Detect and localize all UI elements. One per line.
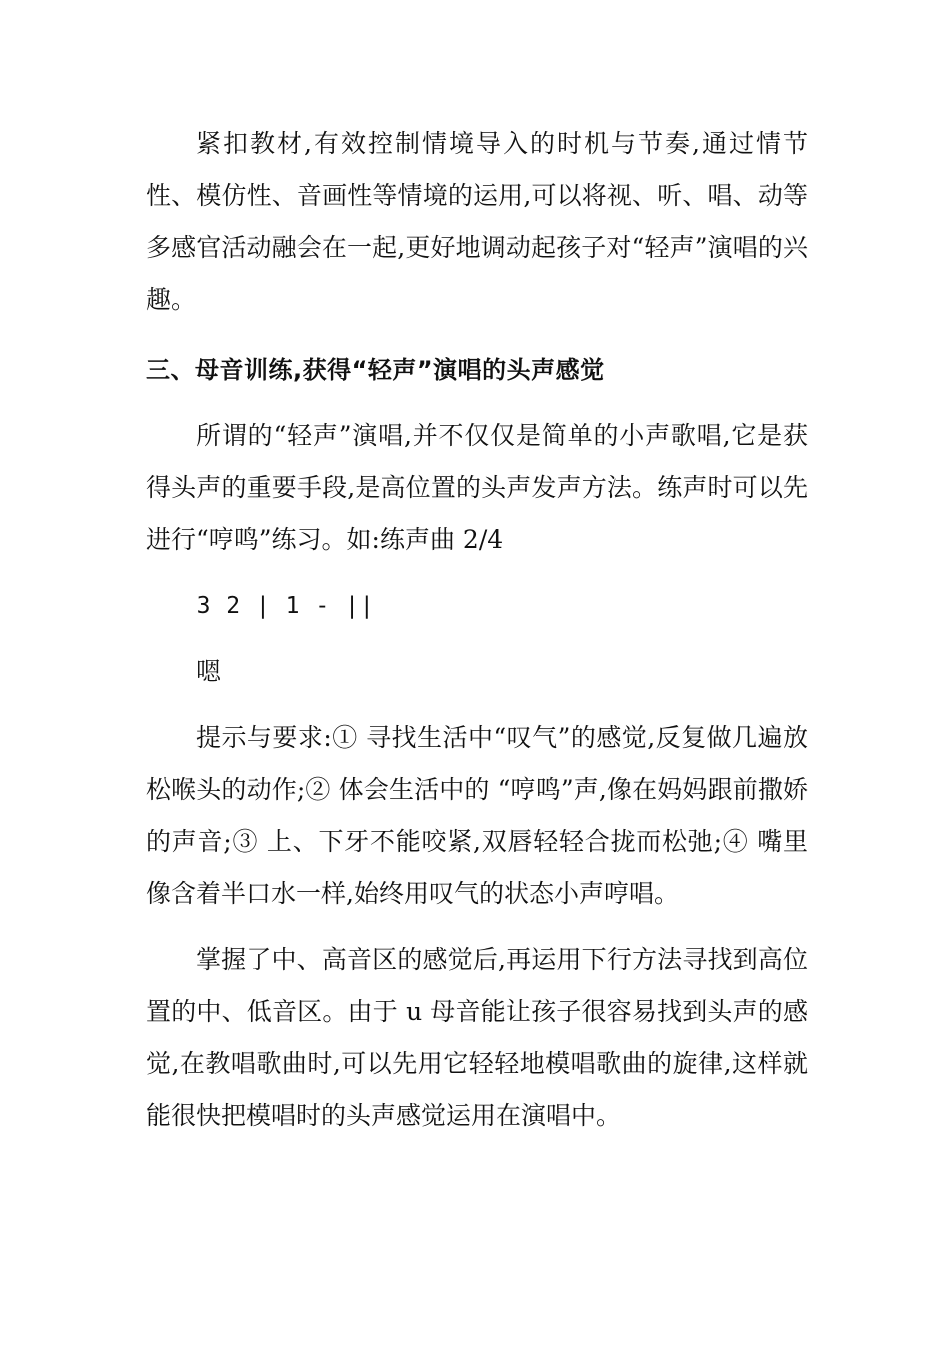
- music-notation: 3 2 | 1 - ||: [196, 593, 375, 619]
- spacer: [146, 920, 808, 934]
- spacer: [146, 632, 808, 646]
- notation-lyric: 嗯: [196, 657, 222, 686]
- paragraph-tips: 提示与要求:① 寻找生活中“叹气”的感觉,反复做几遍放松喉头的动作;② 体会生活中的 “哼鸣”声,像在妈妈跟前撒娇的声音;③ 上、下牙不能咬紧,双唇轻轻合拢而松弛;④ 嘴里像含着半口水一样,始终用叹气的状态小声哼唱。: [146, 723, 808, 908]
- spacer: [146, 698, 808, 712]
- paragraph-light-voice: 所谓的“轻声”演唱,并不仅仅是简单的小声歌唱,它是获得头声的重要手段,是高位置的头声发声方法。练声时可以先进行“哼鸣”练习。如:练声曲 2/4: [146, 421, 808, 554]
- spacer: [146, 566, 808, 580]
- paragraph-intro: 紧扣教材,有效控制情境导入的时机与节奏,通过情节性、模仿性、音画性等情境的运用,可以将视、听、唱、动等多感官活动融会在一起,更好地调动起孩子对“轻声”演唱的兴趣。: [146, 129, 808, 314]
- spacer: [146, 326, 808, 344]
- paragraph-registers: 掌握了中、高音区的感觉后,再运用下行方法寻找到高位置的中、低音区。由于 u 母音能让孩子很容易找到头声的感觉,在教唱歌曲时,可以先用它轻轻地模唱歌曲的旋律,这样就能很快把模唱时的头声感觉运用在演唱中。: [146, 945, 808, 1130]
- document-body: [146, 118, 808, 1142]
- spacer: [146, 396, 808, 410]
- section-heading-3: 三、母音训练,获得“轻声”演唱的头声感觉: [146, 356, 605, 384]
